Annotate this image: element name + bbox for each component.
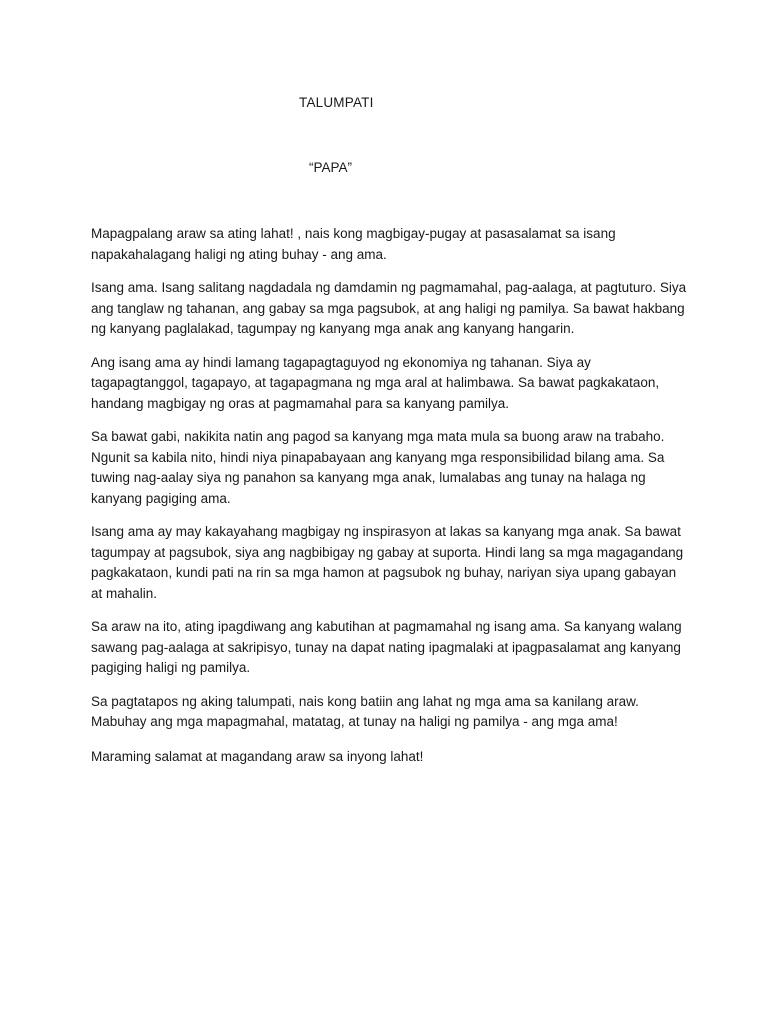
closing-line: Maraming salamat at magandang araw sa inyong lahat! xyxy=(91,749,424,764)
document-title: TALUMPATI xyxy=(299,95,374,110)
document-subtitle: “PAPA” xyxy=(309,160,353,175)
paragraph-7: Sa pagtatapos ng aking talumpati, nais kong batiin ang lahat ng mga ama sa kanilang araw. Mabuhay ang mga mapagmahal, matatag, at tunay na haligi ng pamilya - ang mga ama! xyxy=(91,693,639,729)
paragraph-6: Sa araw na ito, ating ipagdiwang ang kabutihan at pagmamahal ng isang ama. Sa kanyang walang sawang pag-aalaga at sakripisyo, tunay na dapat nating ipagmalaki at ipagpasalamat ang kanyang pagiging haligi ng pamilya. xyxy=(91,619,682,675)
paragraph-2: Isang ama. Isang salitang nagdadala ng damdamin ng pagmamahal, pag-aalaga, at pagtuturo. Siya ang tanglaw ng tahanan, ang gabay sa mga pagsubok, at ang haligi ng pamilya. Sa bawat hakbang ng kanyang paglalakad, tagumpay ng kanyang mga anak ang kanyang hangarin. xyxy=(91,280,687,336)
paragraph-3: Ang isang ama ay hindi lamang tagapagtaguyod ng ekonomiya ng tahanan. Siya ay tagapagtanggol, tagapayo, at tagapagmana ng mga aral at halimbawa. Sa bawat pagkakataon, handang magbigay ng oras at pagmamahal para sa kanyang pamilya. xyxy=(91,354,660,411)
paragraph-5: Isang ama ay may kakayahang magbigay ng inspirasyon at lakas sa kanyang mga anak. Sa bawat tagumpay at pagsubok, siya ang nagbibigay ng gabay at suporta. Hindi lang sa mga magagandang pagkakataon, kundi pati na rin sa mga hamon at pagsubok ng buhay, nariyan siya upang gabayan at mahalin. xyxy=(91,524,684,601)
paragraph-1: Mapagpalang araw sa ating lahat! , nais kong magbigay-pugay at pasasalamat sa isang napakahalagang haligi ng ating buhay - ang ama. xyxy=(91,226,616,262)
speech-body xyxy=(91,224,691,746)
paragraph-4: Sa bawat gabi, nakikita natin ang pagod sa kanyang mga mata mula sa buong araw na trabaho. Ngunit sa kabila nito, hindi niya pinapabayaan ang kanyang mga responsibilidad bilang ama. Sa tuwing nag-aalay siya ng panahon sa kanyang mga anak, lumalabas ang tunay na halaga ng kanyang pagiging ama. xyxy=(91,429,665,506)
